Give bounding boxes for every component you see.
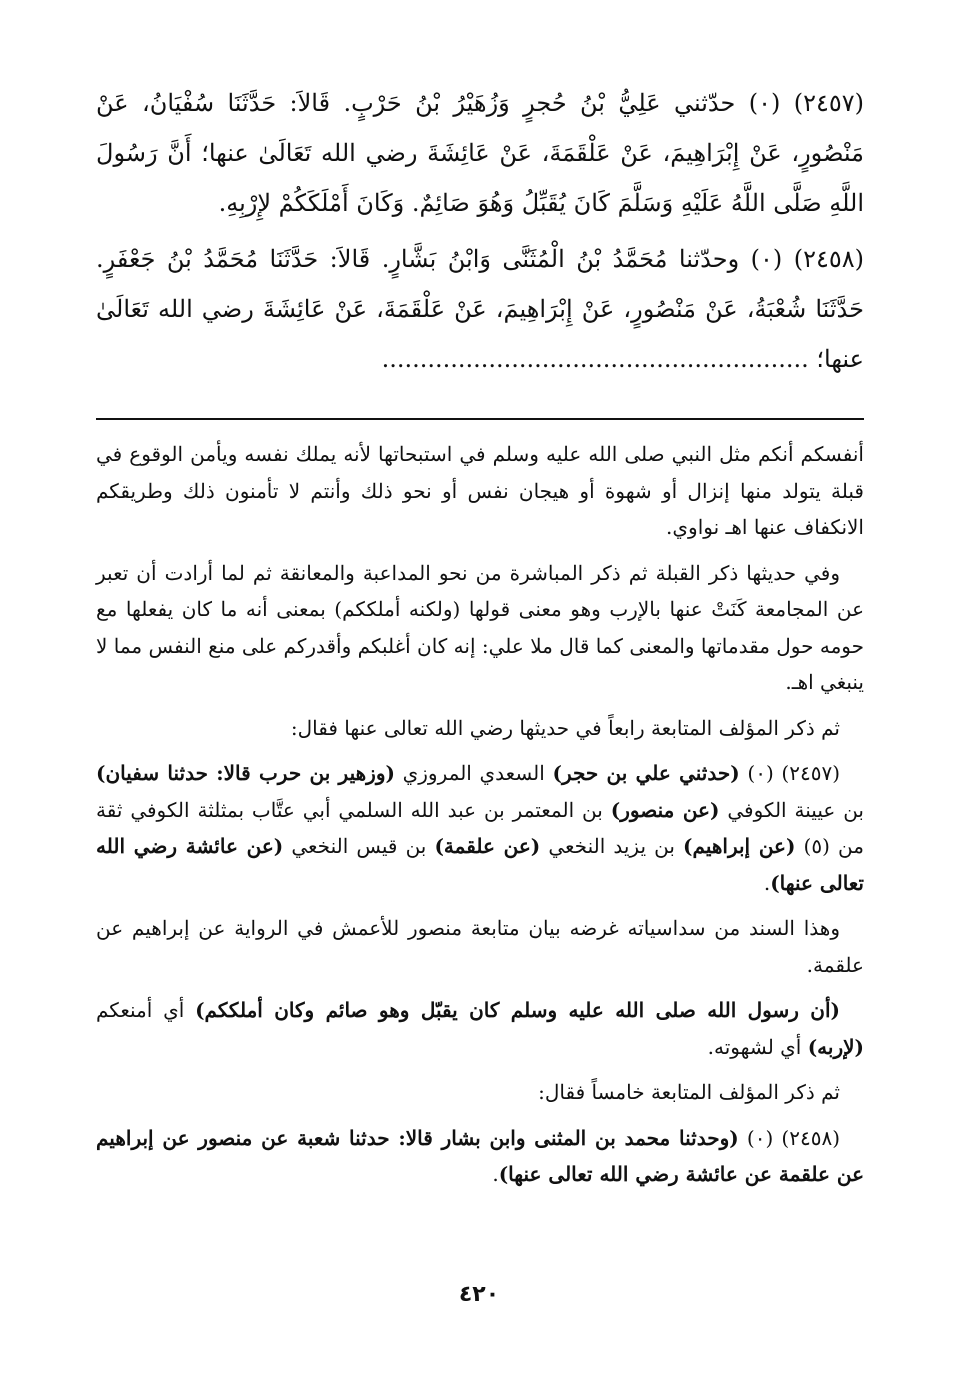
bold-text: (حدثني علي بن حجر) <box>552 761 740 785</box>
commentary-paragraph: أنفسكم أنكم مثل النبي صلى الله عليه وسلم في استبحاتها لأنه يملك نفسه ويأمن الوقوع في قبلة يتولد منها إنزال أو شهوة أو هيجان نفس أو نحو ذلك وأنتم لا تأمنون ذلك وطريقكم الانكفاف عنها اهـ نواوي. <box>96 442 864 539</box>
plain-text: . <box>763 870 771 895</box>
hadith-text-section <box>96 78 864 384</box>
hadith-2458 <box>96 234 864 384</box>
plain-text: السعدي المروزي <box>394 761 553 785</box>
commentary-isnad-2457 <box>96 755 864 901</box>
hadith-body: حدّثني عَلِيُّ بْنُ حُجرٍ وَزُهَيْرُ بْنُ حَرْبٍ. قَالاَ: حَدَّثَنَا سُفْيَانُ، عَنْ مَنْصُورٍ، عَنْ إِبْرَاهِيمَ، عَنْ عَلْقَمَةَ، عَنْ عَائِشَةَ رضي الله تَعَالَىٰ عنها؛ أَنَّ رَسُولَ اللَّهِ صَلَّى اللَّهُ عَلَيْهِ وَسَلَّمَ كَانَ يُقَبِّلُ وَهُوَ صَائِمٌ. وَكَانَ أَمْلَكَكُمْ لإِرْبِهِ. <box>96 89 864 217</box>
hadith-number: (٢٤٥٨) (٠) <box>739 245 864 273</box>
commentary-paragraph: وفي حديثها ذكر القبلة ثم ذكر المباشرة من نحو المداعبة والمعانقة ثم لما أرادت أن تعبر عن المجامعة كَنَتْ عنها بالإرب وهو معنى قولها (ولكنه أملككم) بمعنى أنه ما كان يفعلها مع حومه حول مقدماتها والمعنى كما قال ملا علي: إنه كان أغلبكم وأقدركم على منع النفس مما لا ينبغي اهـ. <box>96 560 864 694</box>
bold-text: (لإربه) <box>807 1034 864 1059</box>
plain-text: بن يزيد النخعي <box>540 834 684 858</box>
commentary-paragraph: ثم ذكر المؤلف المتابعة رابعاً في حديثها رضي الله تعالى عنها فقال: <box>290 715 840 740</box>
plain-text: أي أمنعكم <box>96 998 196 1022</box>
bold-text: (عن علقمة) <box>434 834 541 858</box>
hadith-number: (٢٤٥٧) (٠) <box>739 761 840 785</box>
ellipsis-dots: ........................................................ <box>381 345 817 373</box>
plain-text: أي لشهوته. <box>707 1034 808 1059</box>
plain-text: . <box>492 1162 499 1186</box>
hadith-number: (٢٤٥٨) (٠) <box>738 1125 841 1150</box>
page-number: ٤٢٠ <box>458 1282 500 1307</box>
plain-text: بن قيس النخعي <box>283 834 435 858</box>
commentary-isnad-2458 <box>96 1120 864 1193</box>
commentary-paragraph: ثم ذكر المؤلف المتابعة خامساً فقال: <box>538 1080 840 1104</box>
bold-text: (أن رسول الله صلى الله عليه وسلم كان يقبّل وهو صائم وكان أملككم) <box>195 998 841 1022</box>
hadith-body: وحدّثنا مُحَمَّدُ بْنُ الْمُثَنَّى وَابْنُ بَشَّارٍ. قَالاَ: حَدَّثَنَا مُحَمَّدُ بْنُ جَعْفَرٍ. حَدَّثَنَا شُعْبَةُ، عَنْ مَنْصُورٍ، عَنْ إِبْرَاهِيمَ، عَنْ عَلْقَمَةَ، عَنْ عَائِشَةَ رضي الله تَعَالَىٰ عنها؛ <box>96 245 864 373</box>
hadith-number: (٢٤٥٧) (٠) <box>735 89 864 117</box>
page-body <box>96 78 864 1202</box>
plain-text: بن المعتمر بن عبد الله السلمي أبي عتَّاب بمثلثة الكوفي ثقة من (٥) <box>96 797 864 858</box>
separator-rule <box>96 418 864 420</box>
hadith-2457 <box>96 78 864 228</box>
bold-text: (عن عائشة رضي الله تعالى عنها) <box>96 834 864 895</box>
plain-text: بن عيينة الكوفي <box>719 797 864 822</box>
commentary-matn <box>96 992 864 1065</box>
bold-text: (عن إبراهيم) <box>683 834 796 858</box>
bold-text: (عن منصور) <box>610 797 720 822</box>
bold-text: (وزهير بن حرب قالا: حدثنا سفيان) <box>96 761 395 785</box>
commentary-section <box>96 436 864 1193</box>
bold-text: (وحدثنا محمد بن المثنى وابن بشار قالا: حدثنا شعبة عن منصور عن إبراهيم عن علقمة عن عائشة رضي الله تعالى عنها) <box>96 1125 864 1186</box>
commentary-paragraph: وهذا السند من سداسياته غرضه بيان متابعة منصور للأعمش في الرواية عن إبراهيم عن علقمة. <box>96 916 864 977</box>
